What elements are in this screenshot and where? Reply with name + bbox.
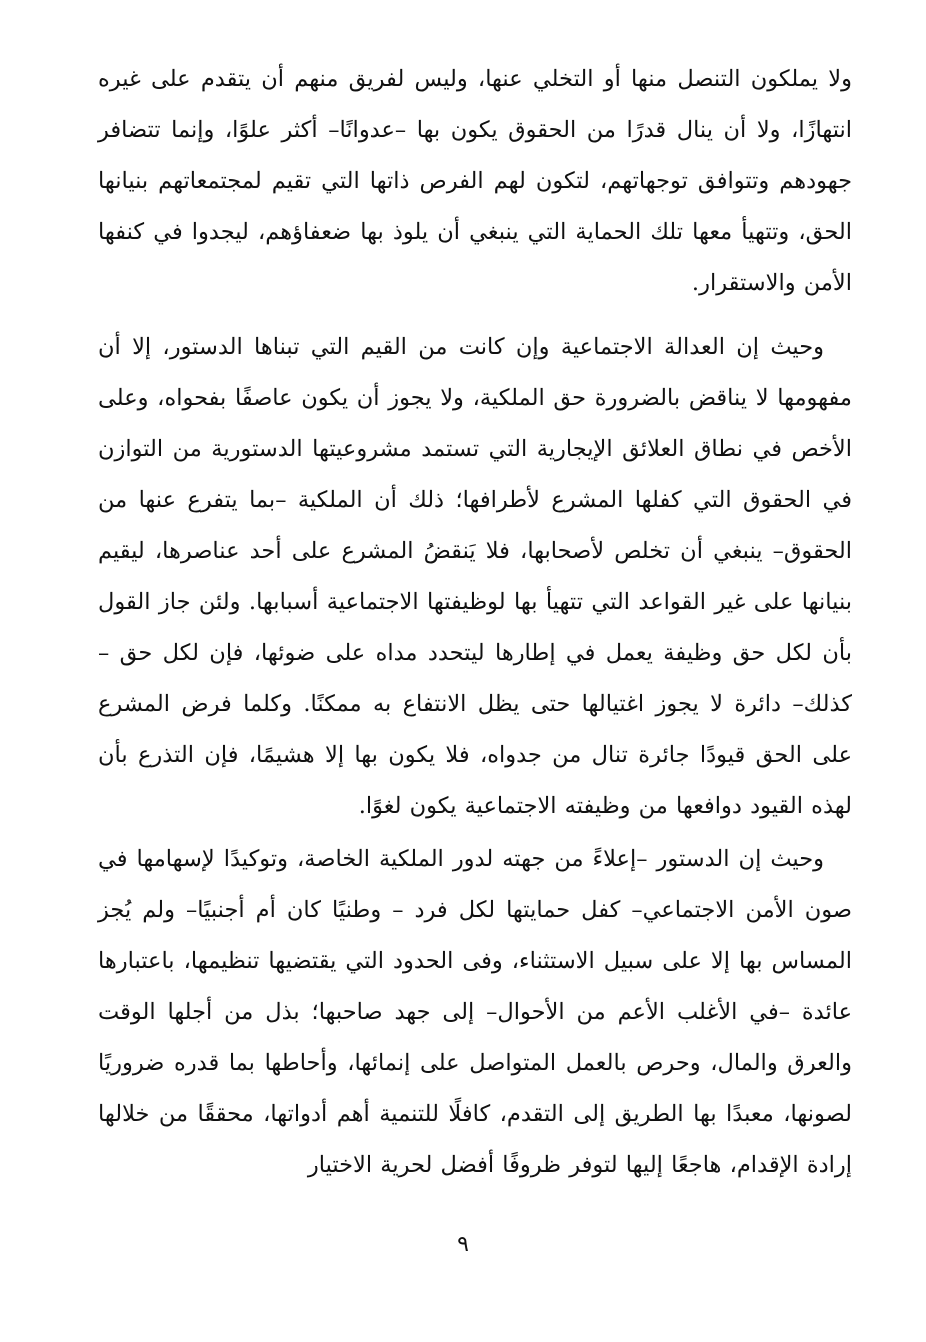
paragraph-2: وحيث إن العدالة الاجتماعية وإن كانت من القيم التي تبناها الدستور، إلا أن مفهومها لا يناقض بالضرورة حق الملكية، ولا يجوز أن يكون عاصفًا بفحواه، وعلى الأخص في نطاق العلائق الإيجارية التي تستمد مشروعيتها الدستورية من التوازن في الحقوق التي كفلها المشرع لأطرافها؛ ذلك أن الملكية –بما يتفرع عنها من الحقوق– ينبغي أن تخلص لأصحابها، فلا يَنقضُ المشرع على أحد عناصرها، ليقيم بنيانها على غير القواعد التي تتهيأ بها لوظيفتها الاجتماعية أسبابها. ولئن جاز القول بأن لكل حق وظيفة يعمل في إطارها ليتحدد مداه على ضوئها، فإن لكل حق –كذلك– دائرة لا يجوز اغتيالها حتى يظل الانتفاع به ممكنًا. وكلما فرض المشرع على الحق قيودًا جائرة تنال من جدواه، فلا يكون بها إلا هشيمًا، فإن التذرع بأن لهذه القيود دوافعها من وظيفته الاجتماعية يكون لغوًا. xyxy=(98,334,852,819)
paragraph-1: ولا يملكون التنصل منها أو التخلي عنها، وليس لفريق منهم أن يتقدم على غيره انتهازًا، ولا أن ينال قدرًا من الحقوق يكون بها –عدوانًا– أكثر علوًا، وإنما تتضافر جهودهم وتتوافق توجهاتهم، لتكون لهم الفرص ذاتها التي تقيم لمجتمعاتهم بنيانها الحق، وتتهيأ معها تلك الحماية التي ينبغي أن يلوذ بها ضعفاؤهم، ليجدوا في كنفها الأمن والاستقرار. xyxy=(98,66,852,296)
paragraph-3: وحيث إن الدستور –إعلاءً من جهته لدور الملكية الخاصة، وتوكيدًا لإسهامها في صون الأمن الاجتماعي– كفل حمايتها لكل فرد – وطنيًا كان أم أجنبيًا– ولم يُجز المساس بها إلا على سبيل الاستثناء، وفى الحدود التي يقتضيها تنظيمها، باعتبارها عائدة –في الأغلب الأعم من الأحوال– إلى جهد صاحبها؛ بذل من أجلها الوقت والعرق والمال، وحرص بالعمل المتواصل على إنمائها، وأحاطها بما قدره ضروريًا لصونها، معبدًا بها الطريق إلى التقدم، كافلًا للتنمية أهم أدواتها، محققًا من خلالها إرادة الإقدام، هاجعًا إليها لتوفر ظروفًا أفضل لحرية الاختيار xyxy=(98,846,852,1178)
page-number: ٩ xyxy=(457,1232,469,1257)
